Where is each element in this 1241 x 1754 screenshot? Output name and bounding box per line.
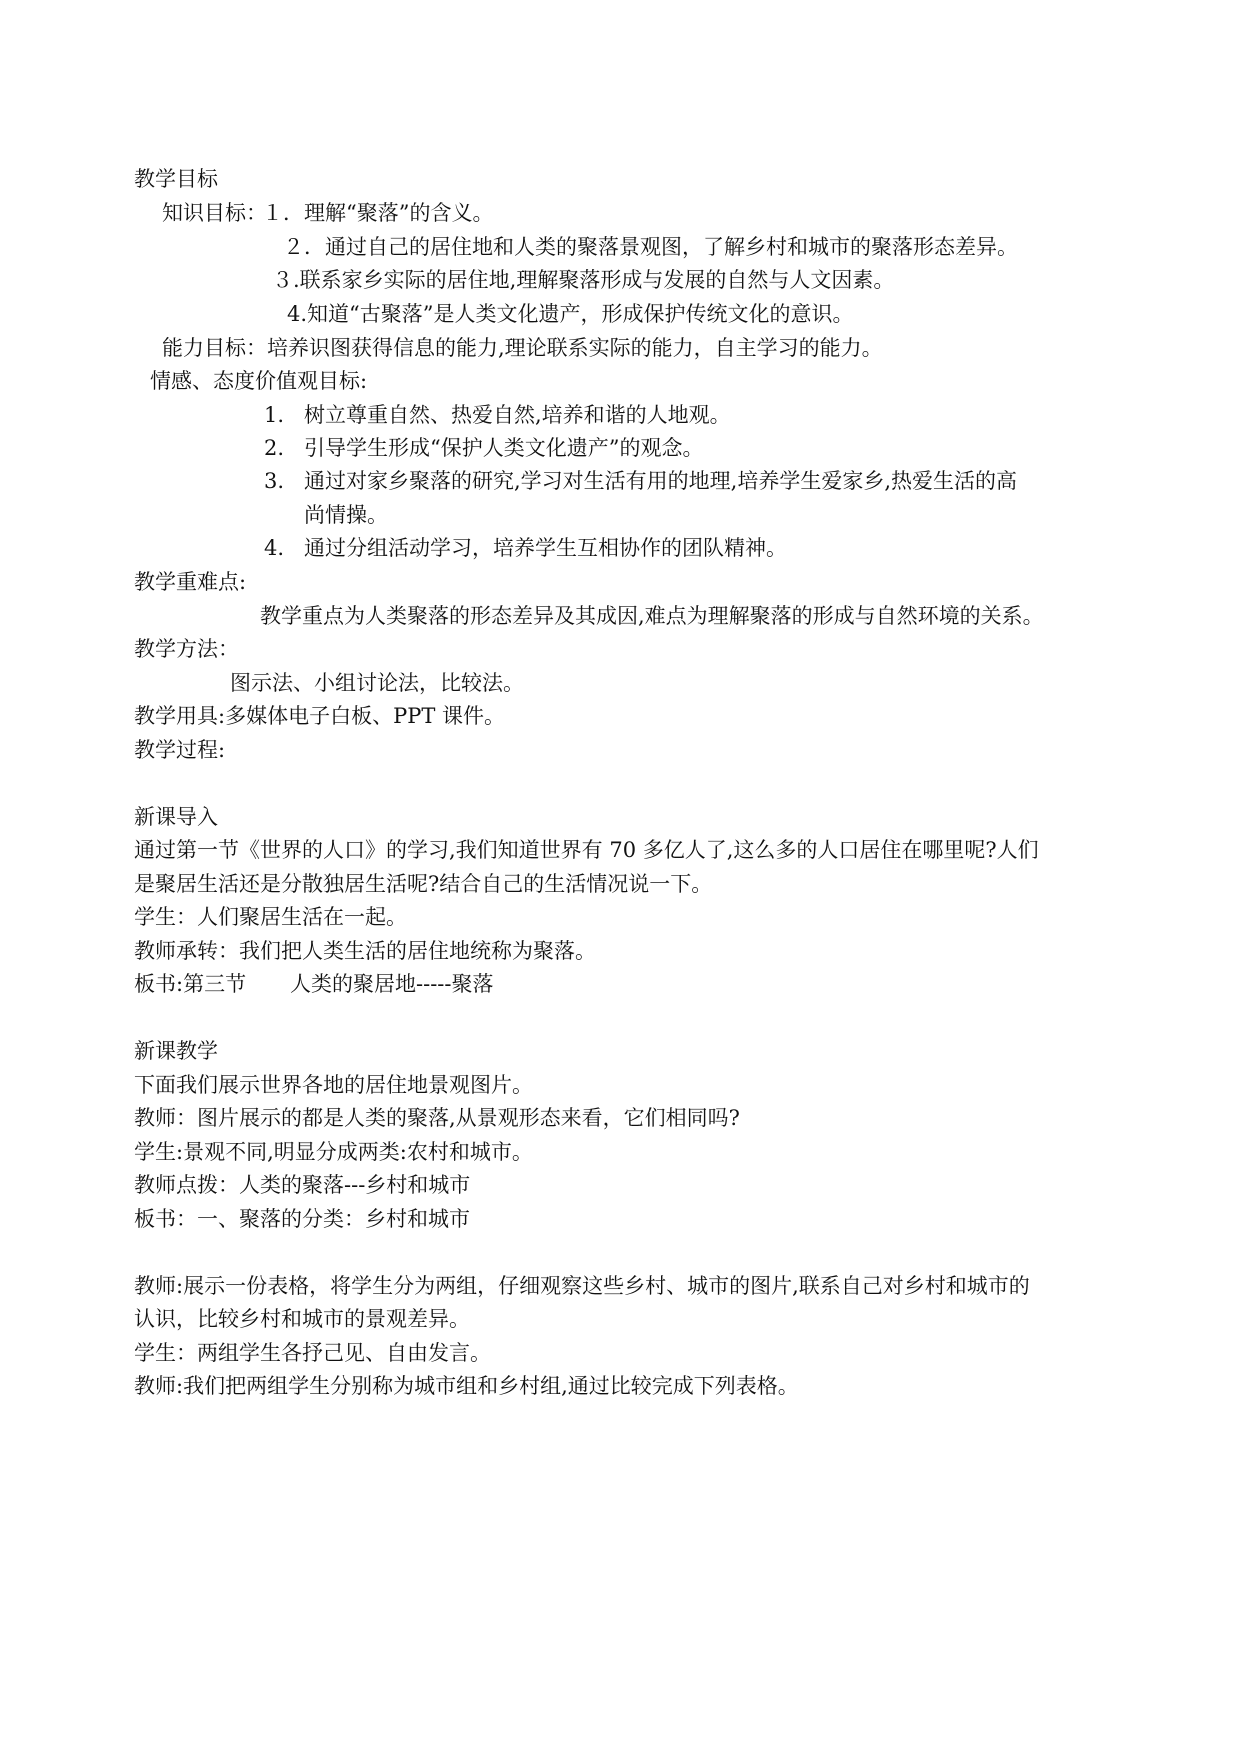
- paragraph-line: 板书：一、聚落的分类：乡村和城市: [134, 1207, 470, 1231]
- knowledge-goal-item: ３.联系家乡实际的居住地,理解聚落形成与发展的自然与人文因素。: [272, 268, 895, 292]
- item-number: 1.: [264, 403, 285, 427]
- paragraph-line: 学生：人们聚居生活在一起。: [134, 905, 407, 929]
- intro-heading: 新课导入: [134, 805, 218, 829]
- knowledge-goal-item: ２．通过自己的居住地和人类的聚落景观图，了解乡村和城市的聚落形态差异。: [283, 235, 1018, 259]
- method-heading: 教学方法：: [134, 637, 239, 661]
- item-text: 通过对家乡聚落的研究,学习对生活有用的地理,培养学生爱家乡,热爱生活的高: [304, 469, 1018, 493]
- paragraph-line: 教师:我们把两组学生分别称为城市组和乡村组,通过比较完成下列表格。: [134, 1374, 799, 1398]
- board-label: 板书:第三节: [134, 972, 247, 996]
- paragraph-line: 教师:展示一份表格，将学生分为两组，仔细观察这些乡村、城市的图片,联系自己对乡村和城市的: [134, 1274, 1030, 1298]
- emotion-goal-item: [264, 467, 1017, 495]
- paragraph-line: 是聚居生活还是分散独居生活呢?结合自己的生活情况说一下。: [134, 872, 713, 896]
- knowledge-goal-item: 4.知道“古聚落”是人类文化遗产，形成保护传统文化的意识。: [287, 302, 854, 326]
- method-text: 图示法、小组讨论法，比较法。: [230, 671, 524, 695]
- paragraph-line: 教师点拨：人类的聚落---乡村和城市: [134, 1173, 471, 1197]
- knowledge-goal-item: １．理解“聚落”的含义。: [262, 201, 494, 225]
- paragraph-line: 下面我们展示世界各地的居住地景观图片。: [134, 1073, 533, 1097]
- emotion-goal-item: [264, 534, 787, 562]
- board-title: 人类的聚居地-----聚落: [290, 972, 494, 996]
- paragraph-line: 认识，比较乡村和城市的景观差异。: [134, 1307, 470, 1331]
- item-number: 2.: [264, 436, 285, 460]
- paragraph-line: 学生：两组学生各抒己见、自由发言。: [134, 1341, 491, 1365]
- knowledge-goal-label: 知识目标：: [162, 201, 267, 225]
- item-text: 引导学生形成“保护人类文化遗产”的观念。: [304, 436, 704, 460]
- difficulty-heading: 教学重难点:: [134, 570, 247, 594]
- item-number: 4.: [264, 536, 285, 560]
- item-number: 3.: [264, 469, 285, 493]
- ability-goal: 能力目标：培养识图获得信息的能力,理论联系实际的能力，自主学习的能力。: [162, 336, 883, 360]
- paragraph-line: 教师：图片展示的都是人类的聚落,从景观形态来看，它们相同吗?: [134, 1106, 740, 1130]
- goals-heading: 教学目标: [134, 167, 218, 191]
- teaching-heading: 新课教学: [134, 1039, 218, 1063]
- item-text: 树立尊重自然、热爱自然,培养和谐的人地观。: [304, 403, 731, 427]
- emotion-goal-item: [264, 401, 731, 429]
- process-heading: 教学过程:: [134, 738, 226, 762]
- difficulty-text: 教学重点为人类聚落的形态差异及其成因,难点为理解聚落的形成与自然环境的关系。: [260, 604, 1044, 628]
- emotion-goal-label: 情感、态度价值观目标:: [150, 369, 368, 393]
- paragraph-line: 教师承转：我们把人类生活的居住地统称为聚落。: [134, 939, 596, 963]
- paragraph-line: 通过第一节《世界的人口》的学习,我们知道世界有 70 多亿人了,这么多的人口居住在哪里呢?人们: [134, 838, 1039, 862]
- emotion-goal-item-continuation: 尚情操。: [304, 503, 388, 527]
- tools-line: 教学用具:多媒体电子白板、PPT 课件。: [134, 704, 506, 728]
- emotion-goal-item: [264, 434, 703, 462]
- paragraph-line: 学生:景观不同,明显分成两类:农村和城市。: [134, 1140, 533, 1164]
- item-text: 通过分组活动学习，培养学生互相协作的团队精神。: [304, 536, 787, 560]
